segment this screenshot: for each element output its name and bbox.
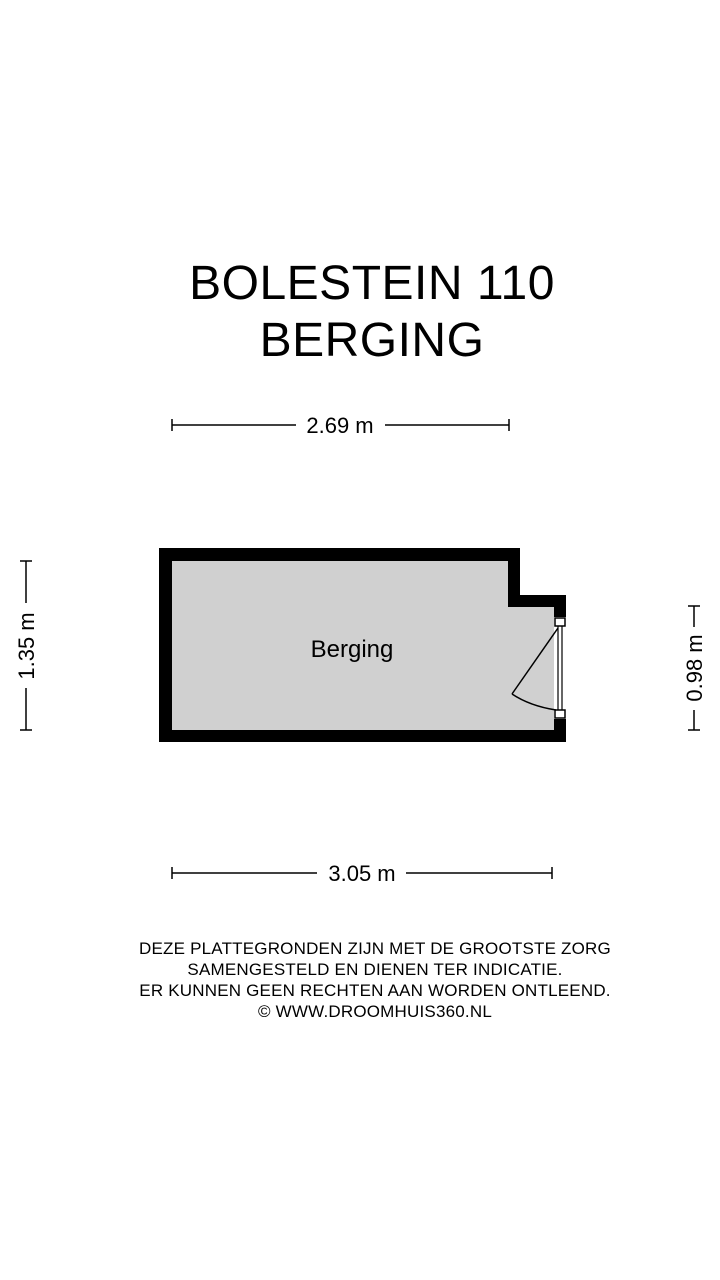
plan-title-address: BOLESTEIN 110 xyxy=(189,257,555,310)
dimension-right-label: 0.98 m xyxy=(682,634,707,702)
plan-title-room: BERGING xyxy=(259,314,485,367)
dimension-top xyxy=(172,413,509,438)
disclaimer-line-2: SAMENGESTELD EN DIENEN TER INDICATIE. xyxy=(187,960,563,979)
disclaimer-line-1: DEZE PLATTEGRONDEN ZIJN MET DE GROOTSTE ZORG xyxy=(139,939,611,958)
room-label: Berging xyxy=(310,636,394,663)
dimension-left xyxy=(14,561,39,730)
dimension-bottom-label: 3.05 m xyxy=(328,861,396,886)
dimension-left-label: 1.35 m xyxy=(14,612,39,680)
dimension-bottom xyxy=(172,861,552,886)
disclaimer xyxy=(0,938,720,1022)
disclaimer-line-4: © WWW.DROOMHUIS360.NL xyxy=(258,1002,492,1021)
disclaimer-line-3: ER KUNNEN GEEN RECHTEN AAN WORDEN ONTLEEND. xyxy=(139,981,611,1000)
dimension-right xyxy=(682,606,707,730)
dimension-top-label: 2.69 m xyxy=(306,413,374,438)
